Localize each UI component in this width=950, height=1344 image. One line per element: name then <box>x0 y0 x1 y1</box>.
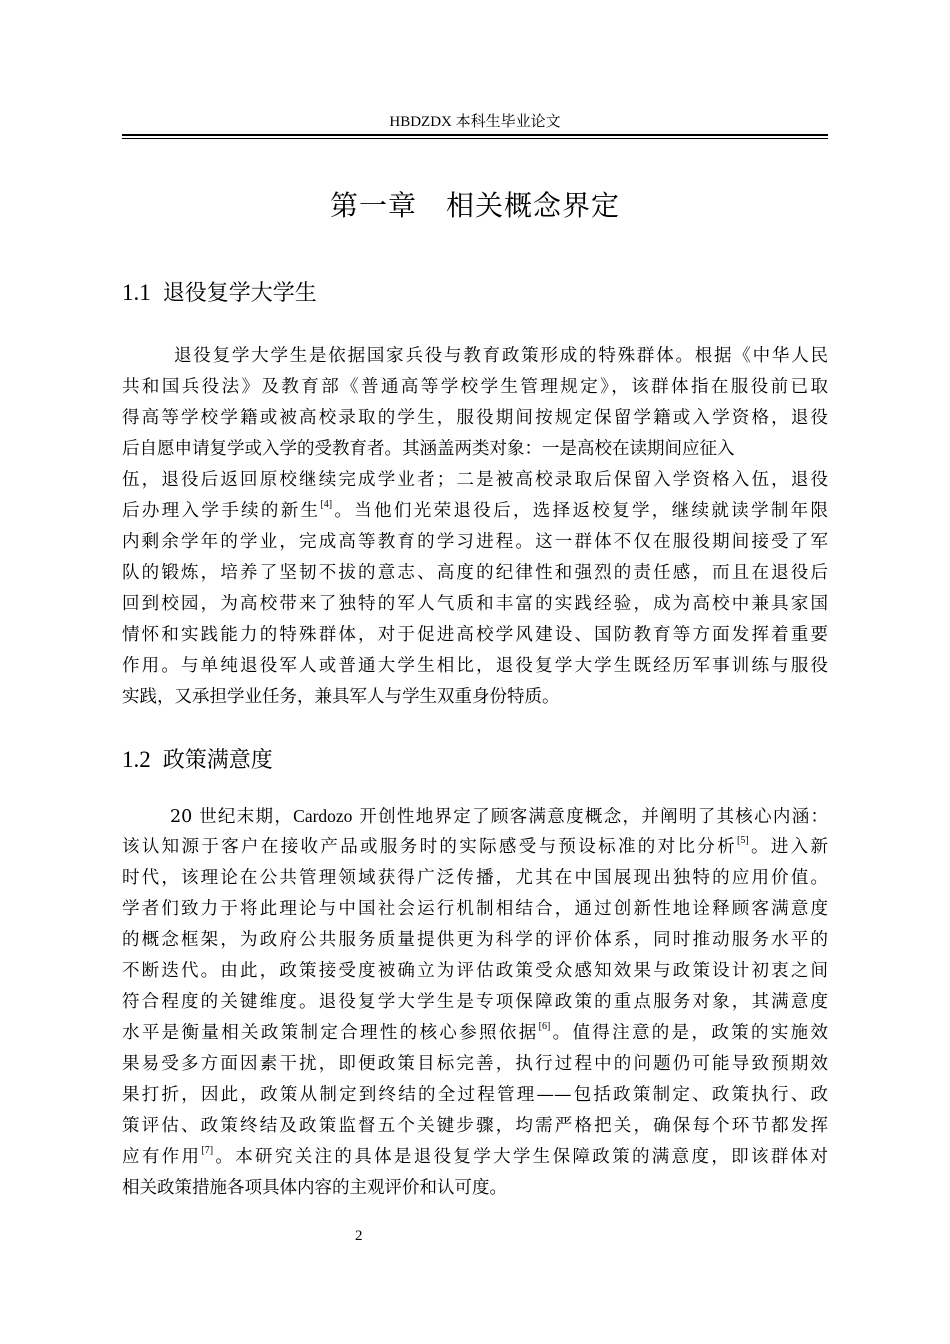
header-rule <box>122 134 828 139</box>
text-line: 情怀和实践能力的特殊群体，对于促进高校学风建设、国防教育等方面发挥着重要 <box>122 625 828 645</box>
text-line: 回到校园，为高校带来了独特的军人气质和丰富的实践经验，成为高校中兼具家国 <box>122 594 828 614</box>
text-line: 共和国兵役法》及教育部《普通高等学校学生管理规定》，该群体指在服役前已取 <box>122 377 828 397</box>
text-line: 得高等学校学籍或被高校录取的学生，服役期间按规定保留学籍或入学资格，退役 <box>122 408 828 428</box>
chapter-title: 第一章 相关概念界定 <box>329 189 620 222</box>
section-number: 1.1 <box>122 280 151 305</box>
text-line: 符合程度的关键维度。退役复学大学生是专项保障政策的重点服务对象，其满意度 <box>122 992 828 1012</box>
text-line: 内剩余学年的学业，完成高等教育的学习进程。这一群体不仅在服役期间接受了军 <box>122 532 828 552</box>
text-line: 作用。与单纯退役军人或普通大学生相比，退役复学大学生既经历军事训练与服役 <box>122 656 828 676</box>
section-heading-1-1 <box>122 278 317 309</box>
text-line: 的概念框架，为政府公共服务质量提供更为科学的评价体系，同时推动服务水平的 <box>122 930 828 950</box>
text-line: 20 世纪末期，Cardozo 开创性地界定了顾客满意度概念，并阐明了其核心内涵： <box>170 806 828 827</box>
text-line: 时代，该理论在公共管理领域获得广泛传播，尤其在中国展现出独特的应用价值。 <box>122 868 828 888</box>
citation: [7] <box>201 1145 214 1156</box>
text-line: 应有作用[7]。本研究关注的具体是退役复学大学生保障政策的满意度，即该群体对 <box>122 1145 829 1167</box>
citation: [5] <box>736 835 749 846</box>
text-line: 水平是衡量相关政策制定合理性的核心参照依据[6]。值得注意的是，政策的实施效 <box>122 1021 829 1043</box>
section-heading-1-2 <box>122 745 273 776</box>
text-line: 学者们致力于将此理论与中国社会运行机制相结合，通过创新性地诠释顾客满意度 <box>122 899 828 919</box>
text-line: 该认知源于客户在接收产品或服务时的实际感受与预设标准的对比分析[5]。进入新 <box>122 835 829 857</box>
section-title: 政策满意度 <box>162 748 273 773</box>
text-line: 伍，退役后返回原校继续完成学业者；二是被高校录取后保留入学资格入伍，退役 <box>122 470 828 490</box>
text-line: 实践，又承担学业任务，兼具军人与学生双重身份特质。 <box>122 687 560 707</box>
running-header: HBDZDX 本科生毕业论文 <box>389 114 561 130</box>
section-title: 退役复学大学生 <box>162 281 317 306</box>
citation: [6] <box>538 1021 551 1032</box>
text-line: 退役复学大学生是依据国家兵役与教育政策形成的特殊群体。根据《中华人民 <box>174 346 828 366</box>
text-line: 不断迭代。由此，政策接受度被确立为评估政策受众感知效果与政策设计初衷之间 <box>122 961 828 981</box>
citation: [4] <box>320 499 333 510</box>
page-number: 2 <box>355 1228 363 1244</box>
text-line: 后自愿申请复学或入学的受教育者。其涵盖两类对象：一是高校在读期间应征入 <box>122 439 735 459</box>
text-line: 队的锻炼，培养了坚韧不拔的意志、高度的纪律性和强烈的责任感，而且在退役后 <box>122 563 828 583</box>
text-line: 相关政策措施各项具体内容的主观评价和认可度。 <box>122 1178 507 1198</box>
text-line: 策评估、政策终结及政策监督五个关键步骤，均需严格把关，确保每个环节都发挥 <box>122 1116 828 1136</box>
text-line: 后办理入学手续的新生[4]。当他们光荣退役后，选择返校复学，继续就读学制年限 <box>122 499 829 521</box>
section-number: 1.2 <box>122 747 151 772</box>
text-line: 果打折，因此，政策从制定到终结的全过程管理——包括政策制定、政策执行、政 <box>122 1085 828 1105</box>
paragraph-1-1 <box>122 341 828 713</box>
text-line: 果易受多方面因素干扰，即便政策目标完善，执行过程中的问题仍可能导致预期效 <box>122 1054 828 1074</box>
paragraph-1-2 <box>122 801 828 1204</box>
